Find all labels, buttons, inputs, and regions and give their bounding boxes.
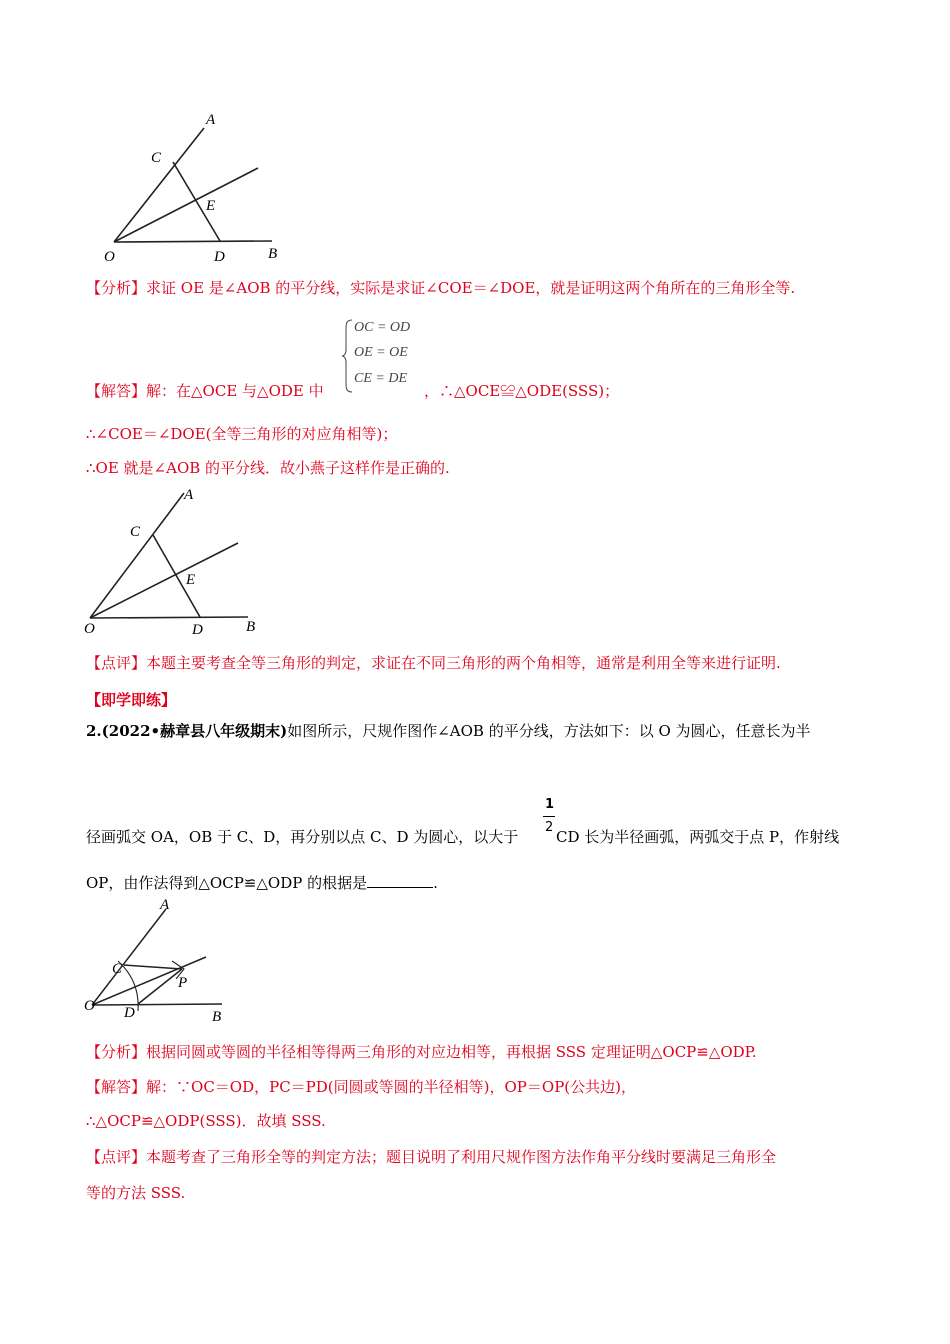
label-A: A — [206, 112, 216, 128]
label-P: P — [178, 975, 188, 991]
solution-2-tag: 【解答】 — [86, 1078, 147, 1096]
analysis-1-tag: 【分析】 — [86, 279, 147, 297]
fraction-denominator: 2 — [545, 820, 554, 835]
label-C: C — [151, 150, 162, 166]
problem-2-line-3-end: . — [433, 874, 438, 892]
comment-2-line-2: 等的方法 SSS. — [86, 1184, 186, 1202]
comment-2-text: 本题考查了三角形全等的判定方法；题目说明了利用尺规作图方法作角平分线时要满足三角形全 — [146, 1148, 777, 1166]
label-O: O — [84, 998, 95, 1014]
figure-angle-bisector-2 — [80, 485, 270, 640]
problem-2-source: (2022•赫章县八年级期末) — [101, 722, 288, 740]
comment-1-tag: 【点评】 — [86, 654, 147, 672]
solution-2-line-2: ∴△OCP≌△ODP(SSS)．故填 SSS. — [86, 1112, 326, 1130]
label-D: D — [124, 1005, 135, 1021]
analysis-2-text: 根据同圆或等圆的半径相等得两三角形的对应边相等，再根据 SSS 定理证明△OCP≌△ODP. — [146, 1043, 757, 1061]
figure-angle-bisector-1 — [100, 110, 290, 265]
fraction-bar — [543, 816, 555, 817]
equation-system — [340, 318, 430, 394]
solution-1-line-2: ∴∠COE＝∠DOE(全等三角形的对应角相等)； — [86, 425, 398, 443]
fraction-numerator: 1 — [545, 797, 555, 812]
comment-1-text: 本题主要考查全等三角形的判定，求证在不同三角形的两个角相等，通常是利用全等来进行证明. — [146, 654, 781, 672]
problem-2-line-2b: CD 长为半径画弧，两弧交于点 P，作射线 — [556, 828, 840, 846]
practice-heading: 【即学即练】 — [86, 691, 177, 709]
problem-2-number: 2. — [86, 722, 102, 740]
label-E: E — [206, 198, 216, 214]
system-row-1: OC = OD — [354, 320, 411, 335]
problem-2-line-1 — [86, 720, 811, 741]
solution-1-prefix: 解：在△OCE 与△ODE 中 — [146, 382, 324, 400]
label-E: E — [186, 572, 196, 588]
analysis-1 — [86, 277, 795, 298]
figure-compass-construction — [80, 895, 240, 1025]
label-O: O — [84, 621, 95, 637]
system-row-2: OE = OE — [354, 345, 408, 360]
label-B: B — [246, 619, 256, 635]
analysis-2-tag: 【分析】 — [86, 1043, 147, 1061]
label-D: D — [214, 249, 225, 265]
brace-icon — [340, 318, 354, 394]
label-B: B — [212, 1009, 222, 1025]
system-row-3: CE = DE — [354, 371, 407, 386]
problem-2-text-3: OP，由作法得到△OCP≌△ODP 的根据是 — [86, 874, 368, 892]
label-A: A — [160, 897, 170, 913]
solution-1-tag: 【解答】 — [86, 382, 147, 400]
comment-1 — [86, 652, 781, 673]
label-O: O — [104, 249, 115, 265]
comment-2-line-1 — [86, 1146, 776, 1167]
solution-2-line-1 — [86, 1076, 636, 1097]
answer-blank[interactable] — [367, 873, 433, 888]
label-B: B — [268, 246, 278, 262]
label-C: C — [130, 524, 141, 540]
label-C: C — [112, 961, 123, 977]
solution-1-line-3: ∴OE 就是∠AOB 的平分线．故小燕子这样作是正确的. — [86, 459, 450, 477]
solution-2-text: 解：∵OC＝OD，PC＝PD(同圆或等圆的半径相等)，OP＝OP(公共边)， — [146, 1078, 636, 1096]
analysis-2 — [86, 1041, 757, 1062]
problem-2-line-2a: 径画弧交 OA，OB 于 C、D，再分别以点 C、D 为圆心，以大于 — [86, 828, 519, 846]
label-D: D — [192, 622, 203, 638]
solution-1-line-1 — [86, 380, 324, 401]
comment-2-tag: 【点评】 — [86, 1148, 147, 1166]
problem-2-line-3 — [86, 872, 438, 893]
solution-1-suffix: ，∴△OCE≌△ODE(SSS)； — [424, 382, 620, 400]
analysis-1-text: 求证 OE 是∠AOB 的平分线，实际是求证∠COE＝∠DOE，就是证明这两个角所在的三角形全等. — [146, 279, 796, 297]
label-A: A — [184, 487, 194, 503]
problem-2-text-1: 如图所示，尺规作图作∠AOB 的平分线，方法如下：以 O 为圆心，任意长为半 — [287, 722, 811, 740]
